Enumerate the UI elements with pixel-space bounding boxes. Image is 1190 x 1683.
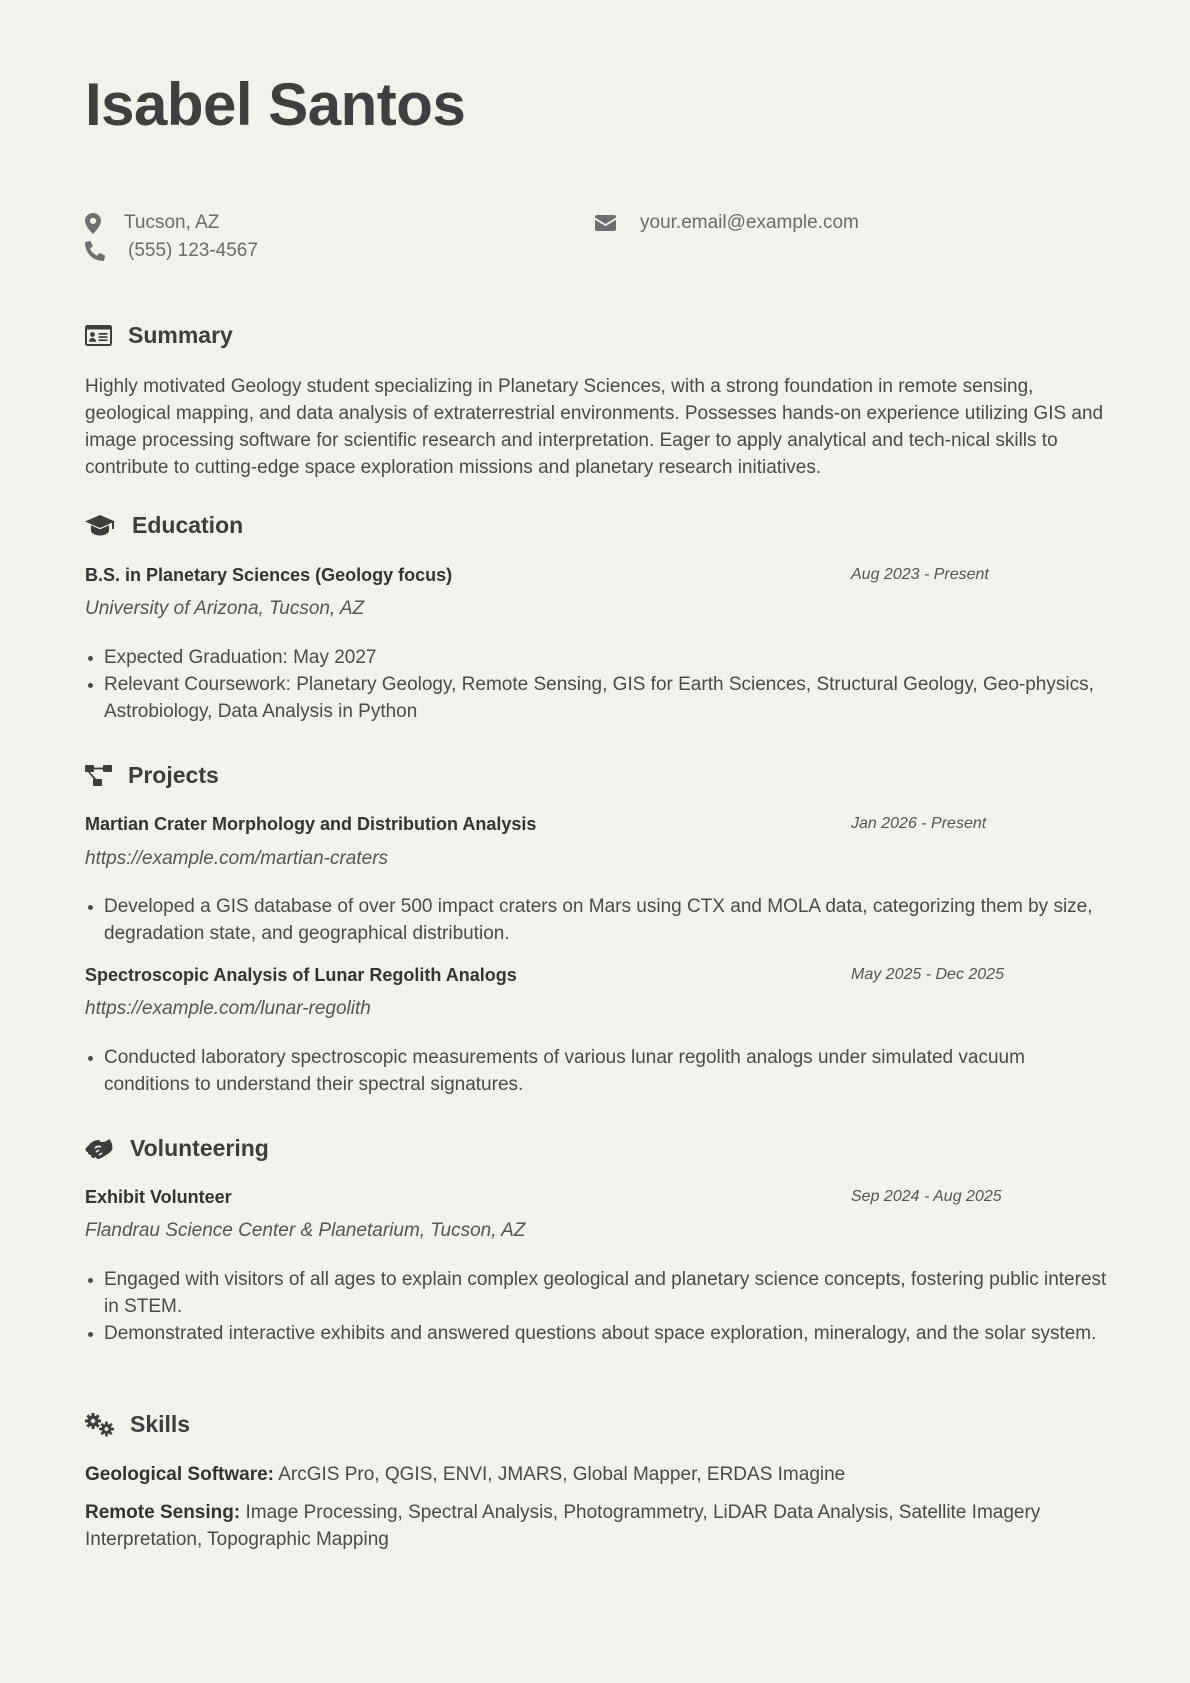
volunteer-role: Exhibit Volunteer: [85, 1187, 232, 1207]
project-name: Martian Crater Morphology and Distribution Analysis: [85, 814, 537, 834]
skills-heading: [85, 1411, 190, 1438]
skills-title: Skills: [130, 1411, 191, 1437]
education-degree: B.S. in Planetary Sciences (Geology focus): [85, 565, 453, 585]
phone-text: (555) 123-4567: [128, 240, 258, 261]
education-bullet-list: [85, 644, 1110, 725]
phone-icon: [85, 241, 105, 261]
envelope-icon: [595, 215, 616, 231]
volunteer-organization: Flandrau Science Center & Planetarium, Tucson, AZ: [85, 1220, 526, 1241]
projects-title: Projects: [128, 762, 219, 788]
project-url-link[interactable]: https://example.com/lunar-regolith: [85, 998, 371, 1019]
list-item: Relevant Coursework: Planetary Geology, Remote Sensing, GIS for Earth Sciences, Structural Geology, Geo-physics, Astrobiology, Data Analysis in Python: [85, 671, 1110, 725]
skill-row: [85, 1461, 1105, 1488]
location-text: Tucson, AZ: [124, 212, 220, 233]
education-heading: [85, 512, 243, 539]
volunteering-title: Volunteering: [130, 1135, 269, 1161]
skill-category: Geological Software:: [85, 1464, 274, 1485]
summary-heading: [85, 322, 233, 349]
list-item: Expected Graduation: May 2027: [85, 644, 1110, 671]
project-diagram-icon: [85, 765, 112, 786]
list-item: Conducted laboratory spectroscopic measurements of various lunar regolith analogs under simulated vacuum conditions to understand their spectral signatures.: [85, 1044, 1110, 1098]
summary-text: Highly motivated Geology student specializing in Planetary Sciences, with a strong foundation in remote sensing, geological mapping, and data analysis of extraterrestrial environments. Possesses hands-on experience utilizing GIS and image processing software for scientific research and interpretation. Eager to apply analytical and tech-nical skills to contribute to cutting-edge space exploration missions and planetary research initiatives.: [85, 376, 1104, 478]
email-text[interactable]: your.email@example.com: [640, 212, 859, 233]
project-bullet-list: [85, 1044, 1110, 1098]
project-url-link[interactable]: https://example.com/martian-craters: [85, 848, 389, 869]
gears-icon: [85, 1413, 115, 1437]
graduation-cap-icon: [85, 515, 115, 537]
phone-contact: [85, 240, 258, 262]
skill-category: Remote Sensing:: [85, 1502, 241, 1523]
skill-list: Image Processing, Spectral Analysis, Photogrammetry, LiDAR Data Analysis, Satellite Imagery Interpretation, Topographic Mapping: [85, 1502, 1041, 1550]
skill-row: [85, 1499, 1105, 1553]
volunteer-dates: Sep 2024 - Aug 2025: [851, 1188, 1002, 1205]
education-title: Education: [132, 512, 244, 538]
candidate-name: Isabel Santos: [85, 71, 466, 138]
education-institution: University of Arizona, Tucson, AZ: [85, 598, 365, 619]
volunteer-bullet-list: [85, 1266, 1110, 1347]
map-marker-icon: [85, 213, 101, 234]
list-item: Developed a GIS database of over 500 impact craters on Mars using CTX and MOLA data, categorizing them by size, degradation state, and geographical distribution.: [85, 893, 1110, 947]
education-dates: Aug 2023 - Present: [851, 566, 989, 583]
volunteering-heading: [85, 1135, 269, 1162]
skill-list: ArcGIS Pro, QGIS, ENVI, JMARS, Global Mapper, ERDAS Imagine: [278, 1464, 846, 1485]
project-dates: Jan 2026 - Present: [851, 815, 987, 832]
location-contact: [85, 212, 219, 234]
summary-title: Summary: [128, 322, 233, 348]
projects-heading: [85, 762, 219, 789]
id-card-icon: [85, 325, 112, 346]
list-item: Engaged with visitors of all ages to explain complex geological and planetary science concepts, fostering public interest in STEM.: [85, 1266, 1110, 1320]
project-dates: May 2025 - Dec 2025: [851, 966, 1004, 983]
handshake-icon: [85, 1137, 115, 1161]
list-item: Demonstrated interactive exhibits and answered questions about space exploration, mineralogy, and the solar system.: [85, 1320, 1110, 1347]
project-name: Spectroscopic Analysis of Lunar Regolith Analogs: [85, 965, 517, 985]
email-contact: [595, 212, 859, 234]
project-bullet-list: [85, 893, 1110, 947]
